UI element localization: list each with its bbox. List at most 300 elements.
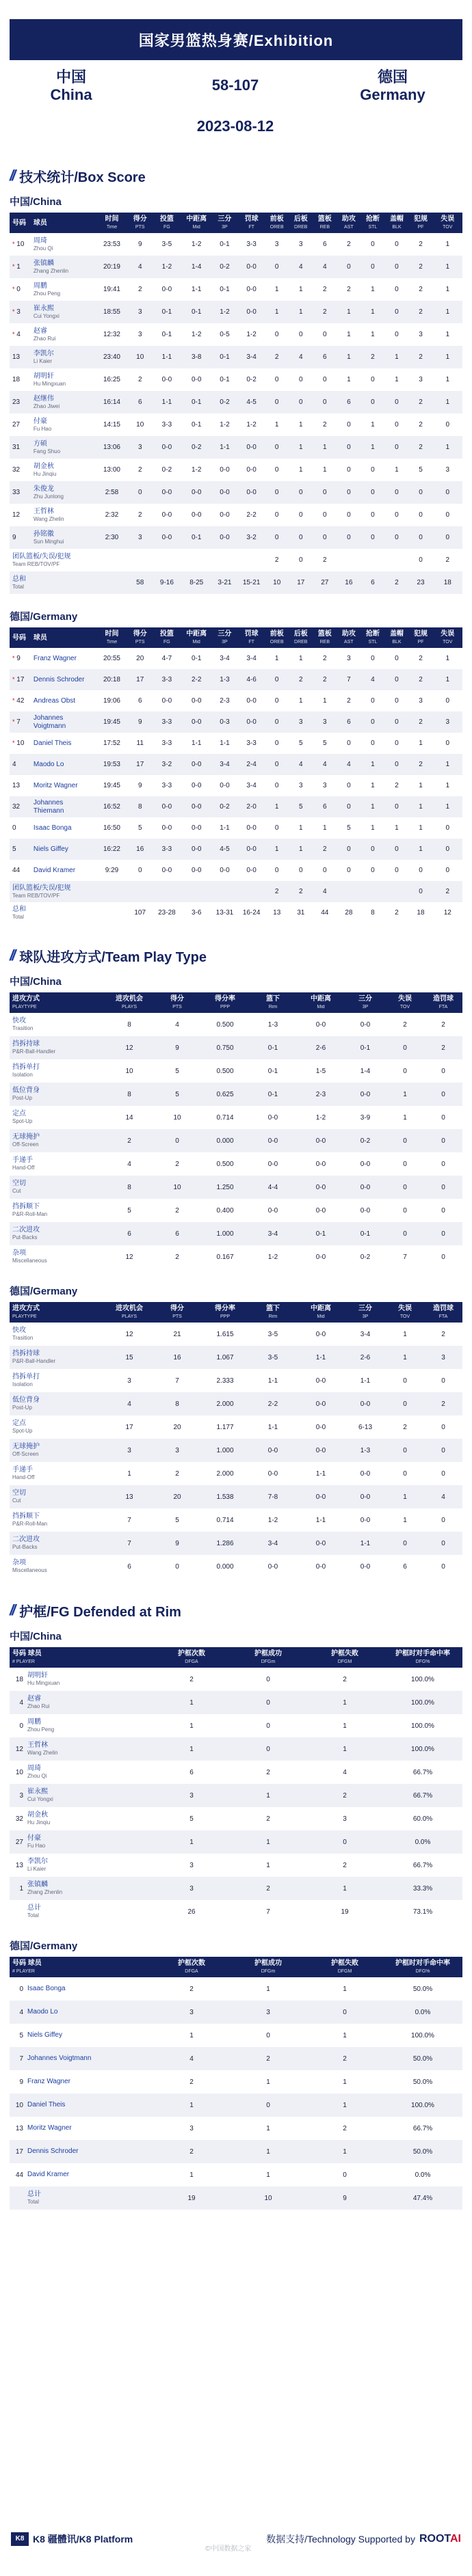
column-header-cn: 号码 [12,634,26,642]
rim-player-name [27,2055,91,2063]
player-name-en: Johannes Thiemann [33,798,64,815]
rim-player-wrap [12,1765,153,1780]
column-header-cn: 得分 [170,995,184,1003]
play-type-name-en: Hand-Off [12,1165,35,1171]
stat-cell: 3 [137,534,142,541]
jersey-number: 10 [15,1768,23,1776]
stat-cell: 19 [341,1908,349,1916]
stat-cell: 7 [127,1516,131,1524]
player-name-en: Hu Jinqiu [33,470,57,477]
stat-cell: 3-5 [161,241,172,248]
player-row [10,256,462,278]
play-type-row [10,1555,462,1578]
rim-player-name [27,2031,62,2039]
stat-cell [211,549,238,571]
player-row [10,775,462,796]
player-name-cell [31,648,96,669]
column-header-cn: 得分率 [215,1305,235,1312]
jersey-number: 10 [16,241,25,248]
player-name-en: Zhao Rui [27,1703,50,1709]
stat-cell: 16:52 [103,803,120,811]
stat-cell: 0 [274,331,279,338]
stat-cell: 0-1 [161,308,172,316]
stat-cell: 2 [419,308,423,316]
player-name-cn: 胡明轩 [27,1672,48,1679]
stat-cell: 1 [445,263,450,271]
play-type-row [10,1369,462,1392]
stat-cell: 14 [125,1113,133,1122]
stat-cell: 5 [189,1815,194,1823]
stat-cell [238,549,265,571]
stat-cell: 0-0 [360,1400,371,1408]
jersey-number-cell [10,436,31,459]
stat-cell: 1 [403,1330,407,1338]
jersey-number-cell [10,413,31,436]
stat-cell: 0 [441,1206,445,1215]
column-header [96,213,128,233]
stat-cell: 60.0% [412,1815,433,1823]
rim-row [10,1977,462,2001]
stat-cell: 2.333 [216,1377,234,1385]
stat-cell: 2 [298,676,303,683]
stat-cell: 16:50 [103,824,120,832]
stat-cell: 0 [298,398,303,406]
stat-cell: 3-3 [161,845,172,853]
stat-cell: 0-1 [220,286,230,293]
stat-cell: 2 [175,1206,179,1215]
starter-star: * [12,241,15,247]
play-type-name-cn: 无球掩护 [12,1443,40,1450]
stat-cell [384,881,408,902]
stat-cell: 0-0 [220,489,230,496]
stat-cell: 0 [403,1044,407,1052]
stat-cell: 2-3 [315,1090,326,1098]
column-header [433,627,462,648]
rim-row [10,2024,462,2047]
stat-cell: 44 [321,909,329,917]
stat-cell: 0-0 [191,718,202,726]
team-row-label-cn: 团队篮板/失误/犯规 [12,884,71,892]
rim-row [10,1668,462,1691]
stat-cell: 0-2 [220,803,230,811]
rim-player-wrap [12,1788,153,1803]
play-type-row [10,1415,462,1439]
jersey-number-cell [10,256,31,278]
stat-cell: 2 [445,556,450,564]
stat-cell: 1 [266,1838,270,1846]
player-name-cn: 周琦 [33,236,47,245]
rim-player-wrap [12,2078,153,2086]
stat-cell: 0 [395,421,399,429]
stat-cell: 0-1 [220,241,230,248]
stat-cell: 2 [347,286,351,293]
player-name-cn: 付豪 [27,1834,41,1842]
rim-player-cell [10,1854,153,1877]
stat-cell: 1 [445,353,450,361]
stat-cell: 6 [127,1562,131,1571]
player-name-en: Li Kaier [27,1866,47,1872]
column-header-en: BLK [392,225,402,230]
stat-cell: 100.0% [411,2031,434,2039]
stat-cell: 3-5 [267,1353,278,1361]
player-name-en: Zhao Jiwei [33,403,60,409]
team-row-label [10,549,96,571]
player-name-cn: 王哲林 [27,1741,48,1749]
column-header-cn: 罚球 [244,215,259,223]
stat-cell: 0.0% [415,2008,431,2016]
stat-cell: 2 [419,421,423,429]
stat-cell: 3 [189,1884,194,1893]
rim-row [10,2001,462,2024]
rim-player-name [27,2078,70,2086]
stat-cell: 0 [441,1562,445,1571]
stat-cell: 2 [323,308,327,316]
stat-cell: 0-1 [161,331,172,338]
stat-cell: 27 [321,579,329,586]
column-header [337,627,360,648]
team-b-name-cn: 德国 [377,68,408,85]
stat-cell: 3 [137,331,142,338]
stat-cell: 19:53 [103,761,120,768]
stat-cell: 1 [274,286,279,293]
player-name-en: Johannes Voigtmann [27,2055,92,2062]
column-header-cn: 后板 [293,215,308,223]
jersey-number-cell [10,391,31,413]
stat-cell: 2 [266,2055,270,2063]
player-name-en: Daniel Theis [27,2101,66,2109]
column-header [306,1957,383,1977]
player-name-en: Hu Jinqiu [27,1819,51,1826]
starter-star: * [12,263,15,270]
rim-player-wrap [12,2101,153,2109]
rim-player-name [27,1811,50,1826]
column-header-cn: 得分 [133,215,147,223]
stat-cell: 3 [323,718,327,726]
stat-cell: 3-3 [161,718,172,726]
jersey-number: 18 [15,1675,23,1683]
column-header-en: STL [368,640,378,645]
stat-cell: 2 [419,353,423,361]
player-name-en: Hu Mingxuan [27,1680,60,1686]
stat-cell: 4 [137,263,142,271]
stat-cell: 0-0 [161,697,172,705]
stat-cell: 1 [189,2031,194,2039]
stat-cell: 1-2 [315,1113,326,1122]
stat-cell: 0-0 [315,1446,326,1454]
stat-cell: 4 [189,2055,194,2063]
column-header [384,627,408,648]
stat-cell: 3-3 [161,676,172,683]
stat-cell: 10 [273,579,281,586]
stat-cell: 7 [127,1539,131,1547]
china-play-type-table [10,992,462,1269]
total-label-en: Total [27,1912,39,1919]
stat-cell: 10 [136,353,144,361]
jersey-number: 13 [12,782,21,789]
stat-cell: 1 [445,782,450,789]
stat-cell: 0-0 [191,824,202,832]
player-row [10,526,462,549]
stat-cell: 0-0 [161,286,172,293]
germany-rim-table [10,1957,462,2210]
column-header [152,627,181,648]
stat-cell: 12 [125,1044,133,1052]
stat-cell: 1 [445,241,450,248]
stat-cell: 1-1 [191,286,202,293]
column-header [345,992,386,1013]
stat-cell: 11 [136,740,144,747]
stat-cell: 100.0% [411,1675,434,1683]
stat-cell: 3-4 [220,655,230,662]
stat-cell: 107 [134,909,146,917]
play-type-row [10,1508,462,1532]
column-header [10,1302,105,1323]
stat-cell: 0 [298,489,303,496]
stat-cell: 1 [445,655,450,662]
stat-cell: 1-1 [360,1377,371,1385]
rim-player-wrap [12,1672,153,1687]
stat-cell: 1-2 [246,421,257,429]
column-header-en: Rim [268,1314,278,1319]
play-type-row [10,1485,462,1508]
stat-cell: 2 [403,1020,407,1029]
rim-player-cell [10,1668,153,1691]
stat-cell: 0-5 [220,331,230,338]
stat-cell: 0-0 [360,1469,371,1478]
box-score-china-label: 中国/China [10,196,62,208]
stat-cell: 0 [343,1838,347,1846]
stat-cell: 1-1 [220,444,230,451]
jersey-number: 17 [16,676,25,683]
jersey-number: 1 [16,263,21,271]
rim-row [10,1761,462,1784]
stat-cell: 12:32 [103,331,120,338]
rim-player-wrap [12,1741,153,1757]
player-row [10,817,462,839]
stat-cell: 4-6 [246,676,257,683]
column-header-en: PLAYTYPE [12,1314,37,1319]
column-header [153,1647,230,1668]
stat-cell: 3-2 [246,534,257,541]
stat-cell: 0-0 [315,1253,326,1261]
player-name-cell [31,754,96,775]
stat-cell: 1-2 [191,331,202,338]
stat-cell: 17 [297,579,305,586]
starter-star: * [12,697,15,704]
stat-cell: 0 [274,398,279,406]
stat-cell: 1 [266,1791,270,1800]
stat-cell [128,549,152,571]
stat-cell: 2 [419,286,423,293]
stat-cell: 3-3 [161,740,172,747]
player-name-en: Niels Giffey [27,2031,62,2039]
play-type-name-cell [10,1176,105,1199]
stat-cell: 1 [419,824,423,832]
rim-row [10,1714,462,1737]
stat-cell: 0-0 [315,1400,326,1408]
player-row [10,233,462,256]
stat-cell: 5 [419,466,423,474]
stat-cell: 1-3 [220,676,230,683]
play-type-name-en: Post-Up [12,1095,32,1101]
column-header-cn: 篮下 [266,995,280,1003]
player-name-cell [31,817,96,839]
stat-cell: 8 [127,1183,131,1191]
section-slash-icon: // [10,167,14,184]
stat-cell: 0 [395,697,399,705]
rim-player-cell [10,2140,153,2163]
stat-cell: 0 [403,1469,407,1478]
column-header-en: REB [319,640,330,645]
column-header-en: Mid [317,1314,325,1319]
stat-cell: 0-0 [161,511,172,519]
stat-cell: 1 [323,824,327,832]
stat-cell: 2 [419,263,423,271]
stat-cell: 1 [266,2078,270,2086]
stat-cell: 1-1 [220,824,230,832]
play-type-name-cn: 杂项 [12,1249,26,1257]
stat-cell: 0 [266,2031,270,2039]
stat-cell: 0 [323,867,327,874]
stat-cell: 2 [323,421,327,429]
germany-box-score-table [10,627,462,923]
stat-cell: 4-5 [220,845,230,853]
stat-cell: 0 [274,718,279,726]
game-date: 2023-08-12 [196,118,274,135]
stat-cell: 1 [298,655,303,662]
play-type-name-en: P&R-Ball-Handler [12,1358,56,1364]
column-header-en: DREB [294,640,308,645]
play-type-name-en: Cut [12,1188,21,1194]
stat-cell: 1 [266,1861,270,1869]
stat-cell: 0-0 [267,1113,278,1122]
stat-cell: 0 [419,489,423,496]
stat-cell: 23:40 [103,353,120,361]
stat-cell: 13 [273,909,281,917]
player-name-en: Dennis Schroder [27,2147,79,2155]
play-type-name-cn: 挡拆单打 [12,1063,40,1071]
column-header-cn: 护框次数 [178,1650,205,1657]
play-type-name-cn: 挡拆单打 [12,1373,40,1381]
stat-cell: 3 [347,655,351,662]
china-rim-table [10,1647,462,1923]
rim-player-cell [10,1737,153,1761]
stat-cell: 0 [441,1539,445,1547]
column-header [313,627,337,648]
play-type-name-en: Trasition [12,1025,34,1031]
column-header [152,213,181,233]
stat-cell: 1 [403,1493,407,1501]
stat-cell: 0-0 [246,845,257,853]
player-name-en: Zhou Peng [27,1726,55,1733]
stat-cell: 7 [403,1253,407,1261]
column-header [211,627,238,648]
stat-cell: 1 [371,308,375,316]
stat-cell: 100.0% [411,1722,434,1730]
column-header [96,627,128,648]
stat-cell [337,881,360,902]
player-row [10,839,462,860]
column-header [345,1302,386,1323]
stat-cell: 0 [395,740,399,747]
jersey-number: 7 [16,718,21,726]
column-header [201,1302,249,1323]
rim-player-cell [10,2047,153,2070]
stat-cell: 1 [419,782,423,789]
rim-player-cell [10,1691,153,1714]
stat-cell: 10 [173,1183,181,1191]
stat-cell [360,881,384,902]
stat-cell: 3-6 [191,909,202,917]
stat-cell: 5 [175,1516,179,1524]
stat-cell: 0 [441,1090,445,1098]
player-name-cell [31,323,96,346]
rim-player-wrap [12,2124,153,2132]
rim-player-wrap [12,2171,153,2179]
stat-cell: 12 [125,1330,133,1338]
stat-cell: 9 [137,782,142,789]
stat-cell: 1 [445,803,450,811]
stat-cell: 5 [323,740,327,747]
stat-cell: 3-3 [246,740,257,747]
stat-cell: 5 [137,824,142,832]
stat-cell: 0-0 [191,761,202,768]
play-type-name-cn: 无球掩护 [12,1133,40,1141]
player-row [10,711,462,733]
rim-row [10,2163,462,2186]
jersey-number: 23 [12,398,21,406]
stat-cell: 0-0 [191,489,202,496]
stat-cell: 0-0 [246,824,257,832]
stat-cell: 1.000 [216,1446,234,1454]
stat-cell: 9 [137,718,142,726]
player-name-cn: 李凯尔 [27,1858,48,1865]
column-header-cn: 抢断 [365,215,380,223]
stat-cell: 0 [298,376,303,383]
column-header-cn: 三分 [218,630,232,638]
stat-cell: 4 [175,1020,179,1029]
stat-cell: 0 [343,2171,347,2179]
stat-cell: 20 [173,1423,181,1431]
stat-cell: 0 [395,867,399,874]
stat-cell: 12 [443,909,451,917]
stat-cell: 0 [419,511,423,519]
stat-cell: 0 [445,511,450,519]
stat-cell: 0-0 [220,782,230,789]
stat-cell: 0 [347,489,351,496]
stat-cell: 0 [395,489,399,496]
stat-cell: 16 [345,579,353,586]
stat-cell: 0-0 [360,1516,371,1524]
column-header-en: PLAYS [121,1005,137,1009]
jersey-number: 7 [19,2055,23,2063]
team-row-label [10,902,96,923]
stat-cell: 4 [298,761,303,768]
stat-cell: 0 [274,444,279,451]
stat-cell: 0-0 [315,1330,326,1338]
column-header-cn: 中距离 [311,995,331,1003]
player-name-cell [31,459,96,481]
column-header-cn: 护框失败 [331,1650,358,1657]
player-name-en: Zhang Zhenlin [33,267,69,274]
stat-cell: 31 [297,909,305,917]
column-header [360,627,384,648]
player-row [10,436,462,459]
stat-cell: 17 [136,676,144,683]
column-header-en: 3P [222,640,228,645]
germany-play-type-table [10,1302,462,1578]
stat-cell: 3 [298,782,303,789]
